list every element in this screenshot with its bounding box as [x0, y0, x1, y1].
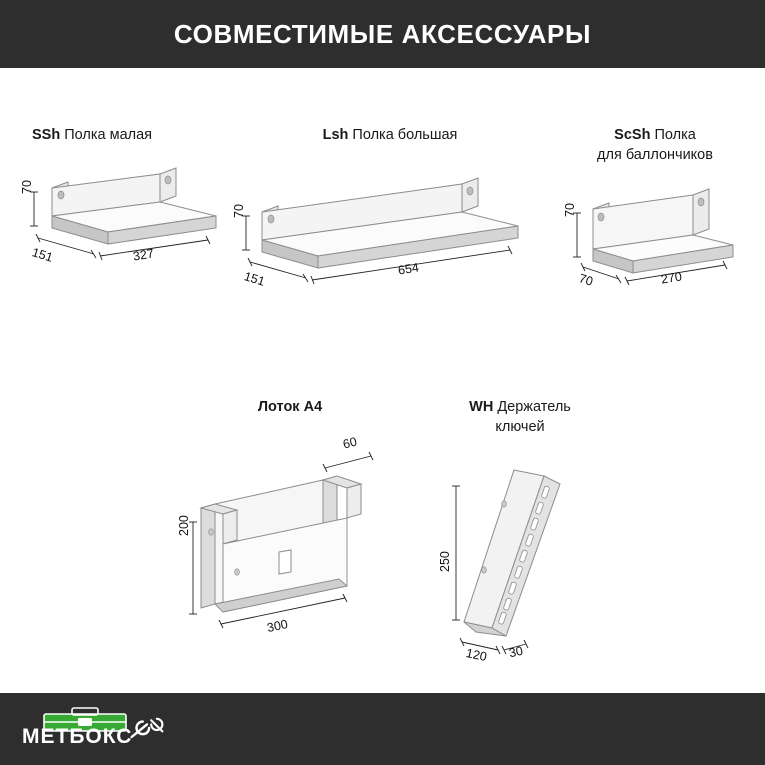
- ssh-drawing: [20, 164, 235, 294]
- product-wh: [420, 398, 620, 665]
- product-ssh: [20, 126, 235, 265]
- product-scsh-dim-width: 270: [660, 269, 683, 287]
- product-wh-dim-depth: 30: [507, 643, 525, 661]
- product-wh-name-line2: ключей: [495, 418, 545, 435]
- product-lsh-code: Lsh: [322, 127, 349, 143]
- product-tray-a4-name: A4: [303, 399, 323, 415]
- product-scsh-name: Полка: [654, 127, 696, 143]
- product-scsh-dim-depth: 70: [577, 271, 595, 289]
- product-lsh-label: [240, 126, 540, 146]
- product-tray-a4-code: Лоток: [257, 399, 300, 415]
- product-ssh-name: Полка малая: [64, 127, 153, 143]
- product-scsh-dim-height: 70: [563, 203, 577, 217]
- product-lsh-dim-width: 654: [397, 260, 420, 278]
- product-ssh-figure: [20, 164, 235, 294]
- product-scsh-figure: [555, 181, 755, 311]
- product-ssh-code: SSh: [32, 127, 61, 143]
- lsh-drawing: [240, 164, 540, 304]
- product-lsh-name: Полка большая: [352, 127, 458, 143]
- product-wh-name: Держатель: [497, 399, 571, 415]
- product-tray-a4: [175, 398, 405, 636]
- product-ssh-label: [20, 126, 235, 146]
- header-bar: [0, 0, 765, 68]
- product-wh-code: WH: [469, 399, 494, 415]
- product-tray-a4-dim-width: 300: [265, 616, 290, 636]
- product-scsh-name-line2: для баллончиков: [597, 146, 713, 163]
- product-tray-a4-dim-height: 200: [177, 515, 191, 536]
- product-wh-label: [420, 398, 620, 437]
- scsh-drawing: [555, 181, 755, 311]
- product-tray-a4-label: [175, 398, 405, 418]
- product-tray-a4-dim-depth: 60: [341, 434, 359, 452]
- brand-name: МЕТБОКС: [22, 725, 133, 748]
- product-scsh: [555, 126, 755, 289]
- product-lsh: [232, 126, 540, 289]
- product-ssh-dim-height: 70: [20, 180, 34, 194]
- products-area: [0, 68, 765, 693]
- product-scsh-code: ScSh: [614, 127, 651, 143]
- product-scsh-label: [555, 126, 755, 165]
- product-wh-figure: [420, 460, 620, 670]
- product-lsh-dim-depth: 151: [242, 269, 267, 289]
- product-tray-a4-figure: [175, 436, 405, 636]
- product-ssh-dim-depth: 151: [30, 245, 55, 265]
- product-lsh-figure: [232, 164, 540, 304]
- tray-a4-drawing: [175, 436, 405, 636]
- page-title: СОВМЕСТИМЫЕ АКСЕССУАРЫ: [173, 18, 592, 49]
- product-wh-dim-height: 250: [438, 551, 452, 572]
- brand-logo[interactable]: [8, 701, 172, 759]
- product-ssh-dim-width: 327: [132, 246, 155, 264]
- product-lsh-dim-height: 70: [232, 204, 246, 218]
- product-wh-dim-width: 120: [464, 645, 489, 665]
